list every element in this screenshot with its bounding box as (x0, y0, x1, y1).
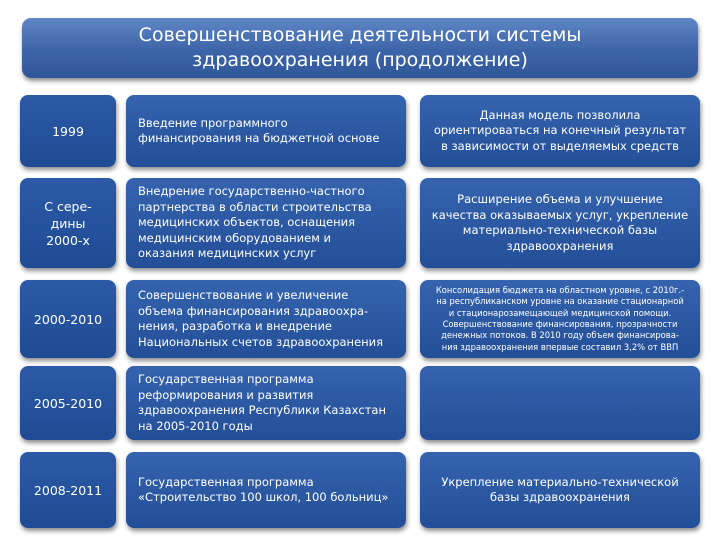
row-1-period-line: 1999 (52, 123, 84, 139)
row-4-action-line: Государственная программа (138, 372, 314, 386)
row-1-result (420, 95, 700, 167)
row-3-action-line: нения, разработка и внедрение (138, 319, 332, 333)
row-2-period-line: 2000-х (46, 232, 90, 248)
row-1-result-line: ориентироваться на конечный результат (433, 123, 687, 138)
row-2-action-line: Внедрение государственно-частного (138, 184, 365, 199)
page-title (22, 18, 698, 78)
row-3-result-line: Консолидация бюджета на областном уровне, с 2010г.- (435, 284, 685, 295)
row-2-result-line: качества оказываемых услуг, укрепление (431, 207, 689, 222)
row-4-action (126, 366, 406, 440)
row-2-result-line: материально-технической базы (462, 223, 658, 237)
row-3-result-line: на республиканском уровне на оказание стационарной (436, 296, 684, 307)
row-1-result-line: Данная модель позволила (479, 107, 641, 122)
row-3-action-line: Совершенствование и увеличение (138, 288, 349, 302)
row-3-result-line: денежных потоков. В 2010 году объем финансирова- (441, 330, 679, 341)
row-3-period-line: 2000-2010 (33, 311, 103, 327)
row-4-action-line: здравоохранения Республики Казахстан (138, 403, 386, 417)
row-2-action-line: партнерства в области строительства (138, 199, 372, 214)
row-3-result-line: Совершенствование финансирования, прозрачности (442, 319, 678, 329)
page-title-line-2: здравоохранения (продолжение) (192, 49, 528, 71)
row-2-action-line: медицинских объектов, оснащения (138, 215, 356, 230)
row-2-result-line: Расширение объема и улучшение (457, 192, 663, 206)
row-5-action (126, 452, 406, 528)
row-5-result-line: базы здравоохранения (490, 490, 630, 504)
row-4-result-empty (420, 366, 700, 440)
row-1-period (20, 95, 116, 167)
row-3-result-line: ния здравоохранения впервые составил 3,2% от ВВП (441, 341, 679, 352)
row-1-result-line: в зависимости от выделяемых средств (441, 138, 679, 153)
row-2-period-line: дины (50, 215, 86, 231)
row-1-action-line: финансирования на бюджетной основе (138, 131, 380, 145)
row-1-action-line: Введение программного (138, 115, 288, 130)
row-5-result (420, 452, 700, 528)
row-2-action (126, 178, 406, 268)
row-4-period (20, 366, 116, 440)
row-4-action-line: реформирования и развития (138, 387, 314, 402)
page-title-line-1: Совершенствование деятельности системы (138, 24, 582, 46)
row-5-action-line: Государственная программа (138, 474, 314, 489)
row-2-period (20, 178, 116, 268)
row-2-action-line: медицинским оборудованием и (138, 230, 332, 245)
row-2-action-line: оказания медицинских услуг (138, 246, 317, 261)
row-4-action-line: на 2005-2010 годы (138, 418, 253, 433)
row-5-action-line: «Строительство 100 школ, 100 больниц» (138, 490, 389, 504)
row-3-result (420, 280, 700, 358)
row-2-result (420, 178, 700, 268)
row-3-period (20, 280, 116, 358)
row-3-action (126, 280, 406, 358)
row-3-result-line: и стационарозамещающей медицинской помощи. (448, 307, 672, 318)
row-3-action-line: Национальных счетов здравоохранения (138, 334, 384, 349)
row-2-period-line: С сере- (44, 198, 92, 214)
row-2-result-line: здравоохранения (506, 238, 614, 253)
row-4-period-line: 2005-2010 (33, 395, 103, 411)
row-1-action (126, 95, 406, 167)
row-5-period-line: 2008-2011 (33, 482, 103, 498)
row-3-action-line: объема финансирования здравоохра- (138, 303, 369, 318)
row-5-result-line: Укрепление материально-технической (441, 474, 679, 489)
row-5-period (20, 452, 116, 528)
